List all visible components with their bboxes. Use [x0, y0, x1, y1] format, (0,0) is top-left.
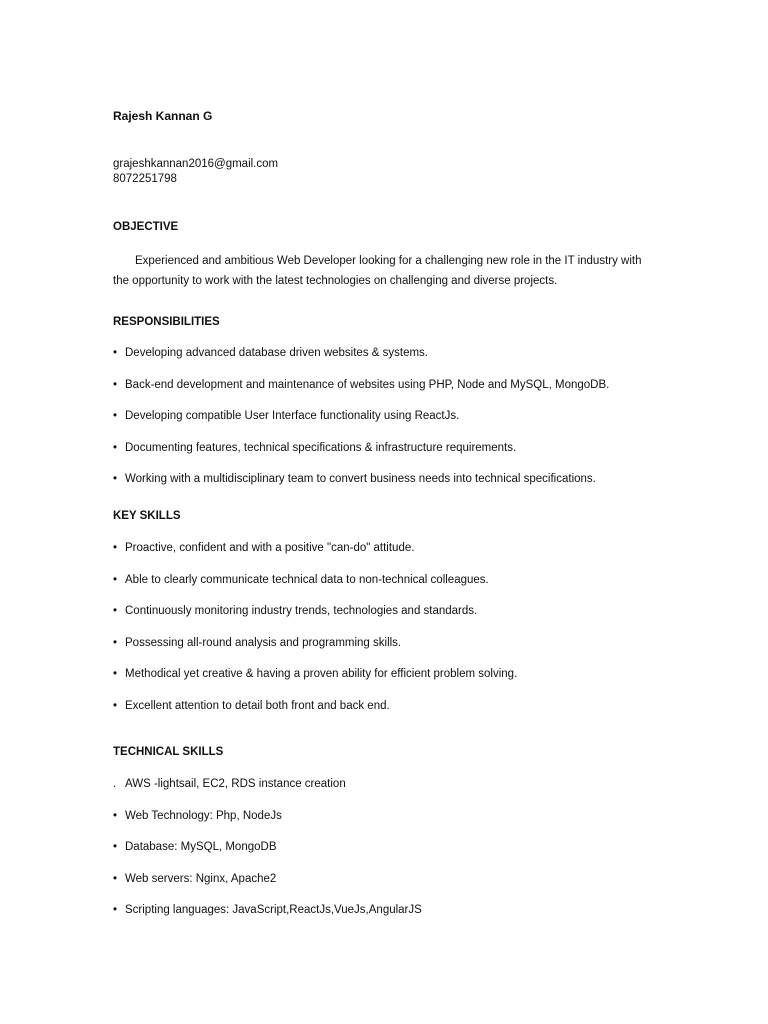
list-item — [113, 604, 517, 636]
phone-text: 8072251798 — [113, 173, 177, 185]
list-item — [113, 441, 609, 473]
bullet-icon: • — [113, 441, 118, 454]
list-item-text: Developing advanced database driven websites & systems. — [125, 347, 429, 359]
technical-skills-heading: TECHNICAL SKILLS — [113, 746, 224, 758]
candidate-name: Rajesh Kannan G — [113, 109, 213, 123]
list-item — [113, 636, 517, 668]
list-item-text: AWS -lightsail, EC2, RDS instance creation — [125, 778, 346, 790]
list-item-text: Web servers: Nginx, Apache2 — [125, 872, 277, 885]
bullet-icon: . — [113, 778, 117, 790]
list-item — [113, 777, 422, 809]
list-item-text: Database: MySQL, MongoDB — [125, 841, 277, 853]
email-text: grajeshkannan2016@gmail.com — [113, 158, 279, 170]
bullet-icon: • — [113, 904, 118, 916]
bullet-icon: • — [113, 636, 118, 649]
technical-skills-list — [113, 777, 422, 935]
list-item — [113, 809, 422, 841]
responsibilities-list — [113, 346, 609, 504]
bullet-icon: • — [113, 410, 118, 422]
list-item — [113, 409, 609, 441]
bullet-icon: • — [113, 542, 118, 554]
list-item-text: Working with a multidisciplinary team to convert business needs into technical specifications. — [125, 473, 596, 485]
list-item — [113, 573, 517, 605]
bullet-icon: • — [113, 809, 118, 822]
objective-heading: OBJECTIVE — [113, 221, 179, 233]
list-item — [113, 346, 609, 378]
list-item-text: Methodical yet creative & having a proven ability for efficient problem solving. — [125, 668, 518, 680]
bullet-icon: • — [113, 378, 118, 391]
responsibilities-heading: RESPONSIBILITIES — [113, 316, 220, 328]
contact-block — [113, 157, 278, 187]
bullet-icon: • — [113, 573, 118, 586]
list-item — [113, 872, 422, 904]
list-item — [113, 541, 517, 573]
bullet-icon: • — [113, 699, 118, 712]
list-item — [113, 472, 609, 504]
list-item — [113, 840, 422, 872]
list-item — [113, 699, 517, 731]
list-item-text: Able to clearly communicate technical data to non-technical colleagues. — [125, 573, 489, 586]
key-skills-list — [113, 541, 517, 730]
bullet-icon: • — [113, 668, 118, 680]
list-item — [113, 903, 422, 935]
key-skills-heading: KEY SKILLS — [113, 510, 181, 522]
objective-text: Experienced and ambitious Web Developer looking for a challenging new role in the IT industry with the opportunity to work with the latest technologies on challenging and diverse projects. — [113, 255, 642, 287]
list-item-text: Scripting languages: JavaScript,ReactJs,VueJs,AngularJS — [125, 904, 422, 916]
bullet-icon: • — [113, 347, 118, 359]
bullet-icon: • — [113, 473, 118, 485]
list-item-text: Web Technology: Php, NodeJs — [125, 809, 282, 822]
list-item-text: Continuously monitoring industry trends, technologies and standards. — [125, 605, 478, 617]
list-item — [113, 378, 609, 410]
list-item — [113, 667, 517, 699]
list-item-text: Back-end development and maintenance of websites using PHP, Node and MySQL, MongoDB. — [125, 378, 610, 391]
objective-paragraph — [113, 251, 653, 291]
bullet-icon: • — [113, 841, 118, 853]
list-item-text: Documenting features, technical specifications & infrastructure requirements. — [125, 441, 517, 454]
list-item-text: Developing compatible User Interface functionality using ReactJs. — [125, 410, 460, 422]
list-item-text: Excellent attention to detail both front and back end. — [125, 699, 390, 712]
bullet-icon: • — [113, 605, 118, 617]
list-item-text: Proactive, confident and with a positive "can-do" attitude. — [125, 542, 415, 554]
bullet-icon: • — [113, 872, 118, 885]
list-item-text: Possessing all-round analysis and programming skills. — [125, 636, 402, 649]
